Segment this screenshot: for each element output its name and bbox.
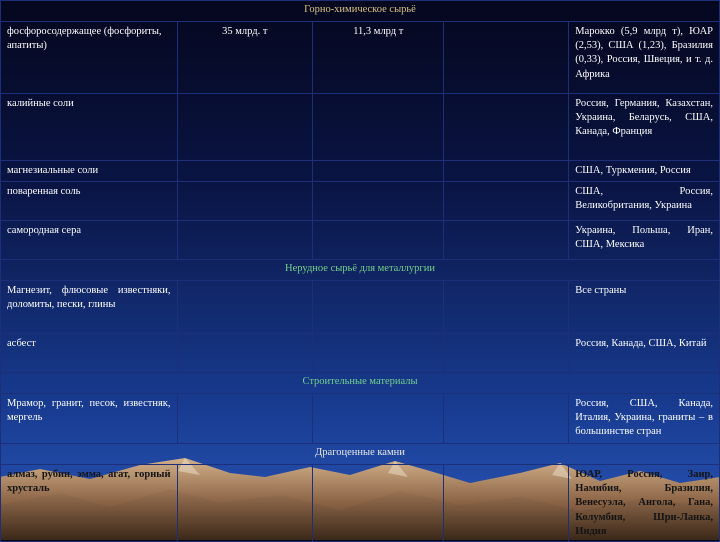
- table-row: [1, 394, 720, 444]
- resource-name: магнезиальные соли: [1, 161, 178, 182]
- countries-list: Марокко (5,9 млрд т), ЮАР (2,53), США (1,23), Бразилия (0,33), Россия, Швеция, и т. д. Африка: [569, 22, 720, 94]
- section-header-nonmetallic: [1, 260, 720, 281]
- section-title: Строительные материалы: [1, 373, 720, 394]
- table-row: [1, 334, 720, 373]
- resource-name: фосфоросодержащее (фосфориты, апатиты): [1, 22, 178, 94]
- countries-list: ЮАР, Россия, Заир, Намибия, Бразилия, Венесуэла, Ангола, Гана, Колумбия, Шри-Ланка, Индия: [569, 465, 720, 542]
- resource-name: алмаз, рубин, эмма, агат, горный хрусталь: [1, 465, 178, 542]
- section-title: Горно-химическое сырьё: [1, 1, 720, 22]
- section-header-precious: [1, 444, 720, 465]
- table-row: [1, 221, 720, 260]
- reserves-value: 11,3 млрд т: [313, 22, 444, 94]
- section-title: Драгоценные камни: [1, 444, 720, 465]
- table-row: [1, 22, 720, 94]
- resource-name: Мрамор, гранит, песок, известняк, мергель: [1, 394, 178, 444]
- section-title: Нерудное сырьё для металлургии: [1, 260, 720, 281]
- table-row: [1, 182, 720, 221]
- countries-list: США, Россия, Великобритания, Украина: [569, 182, 720, 221]
- countries-list: Украина, Польша, Иран, США, Мексика: [569, 221, 720, 260]
- section-header-mining-chemical: [1, 1, 720, 22]
- table-row: [1, 465, 720, 542]
- resource-name: поваренная соль: [1, 182, 178, 221]
- section-header-construction: [1, 373, 720, 394]
- resource-name: асбест: [1, 334, 178, 373]
- countries-list: Все страны: [569, 281, 720, 334]
- countries-list: Россия, США, Канада, Италия, Украина, граниты – в большинстве стран: [569, 394, 720, 444]
- countries-list: США, Туркмения, Россия: [569, 161, 720, 182]
- table-row: [1, 161, 720, 182]
- reserves-value: 35 млрд. т: [177, 22, 313, 94]
- table-row: [1, 94, 720, 161]
- countries-list: Россия, Германия, Казахстан, Украина, Беларусь, США, Канада, Франция: [569, 94, 720, 161]
- resource-name: калийные соли: [1, 94, 178, 161]
- table-row: [1, 281, 720, 334]
- countries-list: Россия, Канада, США, Китай: [569, 334, 720, 373]
- resource-name: Магнезит, флюсовые известняки, доломиты, пески, глины: [1, 281, 178, 334]
- resource-name: самородная сера: [1, 221, 178, 260]
